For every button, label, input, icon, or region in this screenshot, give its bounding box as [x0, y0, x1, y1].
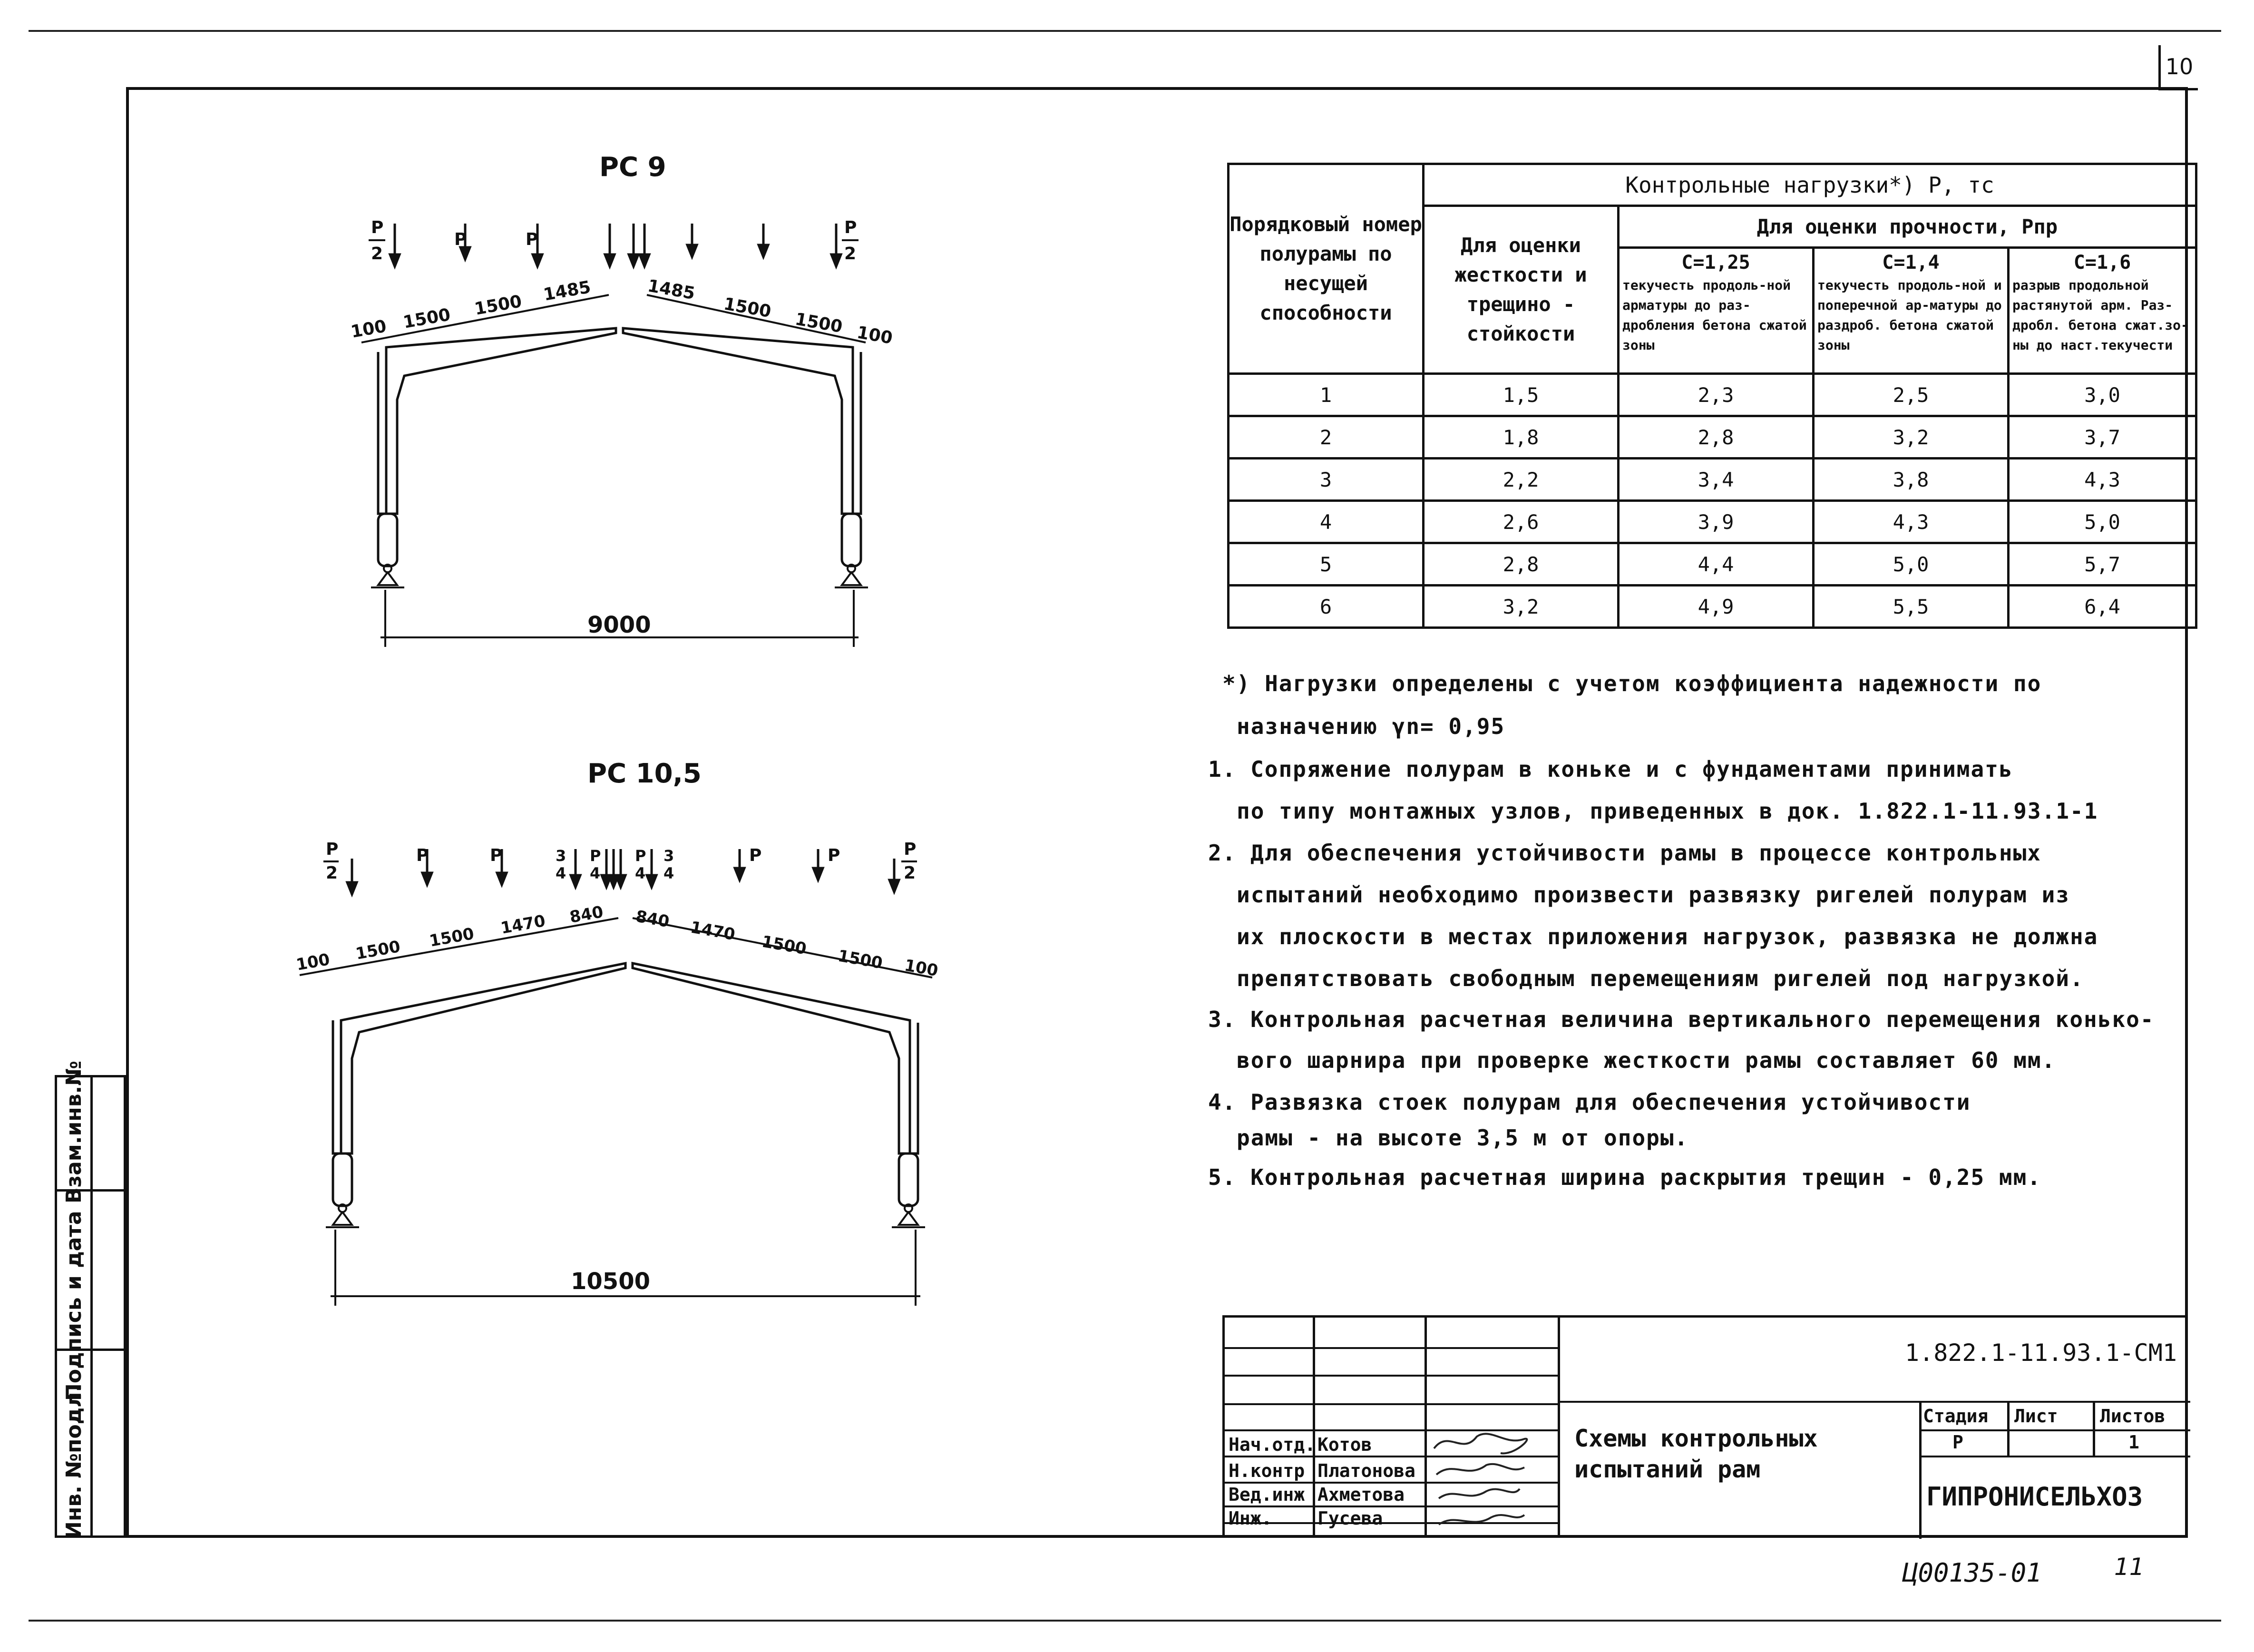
load-label: 2 [371, 244, 383, 264]
load-label: 2 [904, 863, 916, 883]
c3-description: разрыв продольной растянутой арм. Раз-дробл. бетона сжат.зо-ны до наст.текучести [2012, 277, 2189, 353]
frame-outline [378, 328, 861, 566]
document-code: 1.822.1-11.93.1-СМ1 [1905, 1339, 2177, 1367]
table-cell: 3,9 [1619, 501, 1814, 543]
page-index: 11 [2114, 1553, 2145, 1581]
margin-stamp [55, 1060, 126, 1539]
sheet-label: Лист [2014, 1406, 2058, 1427]
drawing-title-line2: испытаний рам [1574, 1456, 1761, 1483]
stage-value: Р [1952, 1432, 1963, 1453]
table-cell: 3,0 [2009, 374, 2196, 416]
table-cell: 3,2 [1814, 416, 2009, 459]
table-cell: 3,8 [1814, 459, 2009, 501]
role-label: Инж. [1229, 1508, 1272, 1529]
load-label: P [635, 847, 646, 865]
table-cell: 2,6 [1424, 501, 1619, 543]
c3-label: C=1,6 [2073, 252, 2131, 274]
table-cell: 4,4 [1619, 543, 1814, 586]
load-label: P [526, 230, 538, 249]
table-cell: 3 [1229, 459, 1424, 501]
table-cell: 5,7 [2009, 543, 2196, 586]
dimension: 1470 [689, 918, 737, 945]
load-label: P [749, 846, 762, 865]
table-cell: 1,5 [1424, 374, 1619, 416]
person-name: Котов [1317, 1434, 1372, 1455]
note-2c: их плоскости в местах приложения нагрузок, развязка не должна [1237, 924, 2098, 949]
table-cell: 1,8 [1424, 416, 1619, 459]
table-cell: 3,4 [1619, 459, 1814, 501]
stamp-signature-label: Подпись и дата [62, 1211, 86, 1401]
load-label: P [326, 840, 339, 859]
table-cell: 4,3 [2009, 459, 2196, 501]
note-5: 5. Контрольная расчетная ширина раскрытия трещин - 0,25 мм. [1208, 1164, 2041, 1190]
control-loads-header: Контрольные нагрузки*) P, тс [1424, 164, 2196, 206]
load-label: 2 [326, 863, 338, 883]
note-star-b: назначению γn= 0,95 [1237, 714, 1505, 739]
c2-description: текучесть продоль-ной и поперечной ар-матуры до раздроб. бетона сжатой зоны [1817, 277, 2002, 353]
dimension: 1485 [542, 277, 593, 305]
frame-pc9-title: РС 9 [599, 152, 666, 183]
load-label: P [490, 846, 503, 865]
table-row [1229, 459, 2196, 501]
dimension: 1500 [473, 292, 524, 319]
organization-name: ГИПРОНИСЕЛЬХОЗ [1926, 1482, 2143, 1512]
load-label: P [828, 846, 840, 865]
title-block [1222, 1315, 2188, 1538]
load-label: P [904, 840, 917, 859]
dimension: 100 [294, 950, 332, 975]
dimension: 1500 [760, 932, 808, 959]
dimension: 1500 [836, 946, 884, 973]
note-2d: препятствовать свободным перемещениям ригелей под нагрузкой. [1237, 966, 2084, 991]
load-label: P [371, 218, 384, 237]
load-label: P [454, 230, 467, 249]
table-cell: 3,2 [1424, 586, 1619, 628]
note-4b: рамы - на высоте 3,5 м от опоры. [1237, 1125, 1689, 1151]
role-label: Нач.отд. [1229, 1434, 1316, 1455]
dimension: 1500 [401, 305, 452, 332]
table-row [1229, 543, 2196, 586]
table-cell: 2,2 [1424, 459, 1619, 501]
note-1a: 1. Сопряжение полурам в коньке и с фундаментами принимать [1208, 756, 2013, 782]
stage-label: Стадия [1923, 1406, 1989, 1427]
note-2b: испытаний необходимо произвести развязку ригелей полурам из [1237, 882, 2070, 908]
dimension: 840 [568, 902, 605, 927]
load-label: P [844, 218, 857, 237]
load-label: 4 [664, 864, 674, 882]
frame-pc9-drawing [333, 138, 904, 675]
load-label: P [416, 846, 429, 865]
c1-description: текучесть продоль-ной арматуры до раз-дробления бетона сжатой зоны [1622, 277, 1807, 353]
table-cell: 2,8 [1619, 416, 1814, 459]
span-dimension: 10500 [571, 1268, 650, 1295]
role-label: Вед.инж [1229, 1484, 1305, 1505]
table-row [1229, 416, 2196, 459]
role-label: Н.контр [1229, 1460, 1305, 1481]
dimension: 1500 [722, 294, 773, 322]
table-row [1229, 374, 2196, 416]
dimension: 1500 [793, 309, 844, 337]
signatures [1429, 1427, 1553, 1539]
dimension: 100 [349, 316, 388, 342]
dimension: 840 [634, 907, 671, 932]
col-order-header: Порядковый номер полурамы по несущей способности [1229, 164, 1424, 374]
page-number: 10 [2158, 45, 2198, 90]
table-cell: 2,3 [1619, 374, 1814, 416]
dimension: 1500 [428, 924, 476, 951]
person-name: Ахметова [1317, 1484, 1405, 1505]
c1-label: C=1,25 [1681, 252, 1750, 274]
stamp-replace-label: Взам.инв.№ [62, 1060, 86, 1203]
span-dimension: 9000 [587, 612, 651, 638]
stamp-inv-label: Инв. №подл. [62, 1384, 86, 1539]
table-cell: 5 [1229, 543, 1424, 586]
note-2a: 2. Для обеспечения устойчивости рамы в процессе контрольных [1208, 840, 2041, 866]
dimension: 1470 [499, 911, 547, 938]
person-name: Гусева [1317, 1508, 1383, 1529]
table-cell: 1 [1229, 374, 1424, 416]
load-label: 4 [556, 864, 566, 882]
load-label: 4 [635, 864, 646, 882]
note-3a: 3. Контрольная расчетная величина вертикального перемещения конько- [1208, 1007, 2155, 1032]
c2-label: C=1,4 [1882, 252, 1940, 274]
note-3b: вого шарнира при проверке жесткости рамы составляет 60 мм. [1237, 1047, 2056, 1073]
table-cell: 2,8 [1424, 543, 1619, 586]
load-label: P [590, 847, 601, 865]
frame-pc105-drawing [285, 754, 951, 1315]
person-name: Платонова [1317, 1460, 1415, 1481]
load-label: 2 [844, 244, 857, 264]
table-cell: 6,4 [2009, 586, 2196, 628]
load-label: 3 [664, 847, 674, 865]
table-cell: 4,3 [1814, 501, 2009, 543]
table-cell: 4 [1229, 501, 1424, 543]
control-loads-table [1227, 163, 2197, 629]
frame-pc105-title: РС 10,5 [587, 758, 702, 789]
table-cell: 5,0 [1814, 543, 2009, 586]
table-cell: 5,5 [1814, 586, 2009, 628]
table-cell: 3,7 [2009, 416, 2196, 459]
drawing-title-line1: Схемы контрольных [1574, 1425, 1818, 1452]
stiffness-header: Для оценки жесткости и трещино - стойкости [1424, 206, 1619, 374]
bottom-border-line [29, 1620, 2221, 1622]
dimension: 1485 [646, 276, 697, 304]
sheets-value: 1 [2128, 1432, 2139, 1453]
sheets-label: Листов [2100, 1406, 2166, 1427]
dimension: 100 [903, 956, 940, 981]
dimension: 1500 [354, 937, 402, 964]
table-cell: 2 [1229, 416, 1424, 459]
table-cell: 4,9 [1619, 586, 1814, 628]
dimension: 100 [855, 323, 894, 348]
table-cell: 2,5 [1814, 374, 2009, 416]
table-cell: 5,0 [2009, 501, 2196, 543]
note-4a: 4. Развязка стоек полурам для обеспечения устойчивости [1208, 1089, 1971, 1115]
strength-header: Для оценки прочности, Pпр [1619, 206, 2196, 248]
top-border-line [29, 30, 2221, 32]
load-label: 4 [590, 864, 601, 882]
note-star-a: *) Нагрузки определены с учетом коэффициента надежности по [1222, 671, 2042, 696]
table-cell: 6 [1229, 586, 1424, 628]
note-1b: по типу монтажных узлов, приведенных в док. 1.822.1-11.93.1-1 [1237, 798, 2098, 824]
inventory-code: Ц00135-01 [1903, 1558, 2042, 1588]
table-row [1229, 586, 2196, 628]
load-label: 3 [556, 847, 566, 865]
table-row [1229, 501, 2196, 543]
